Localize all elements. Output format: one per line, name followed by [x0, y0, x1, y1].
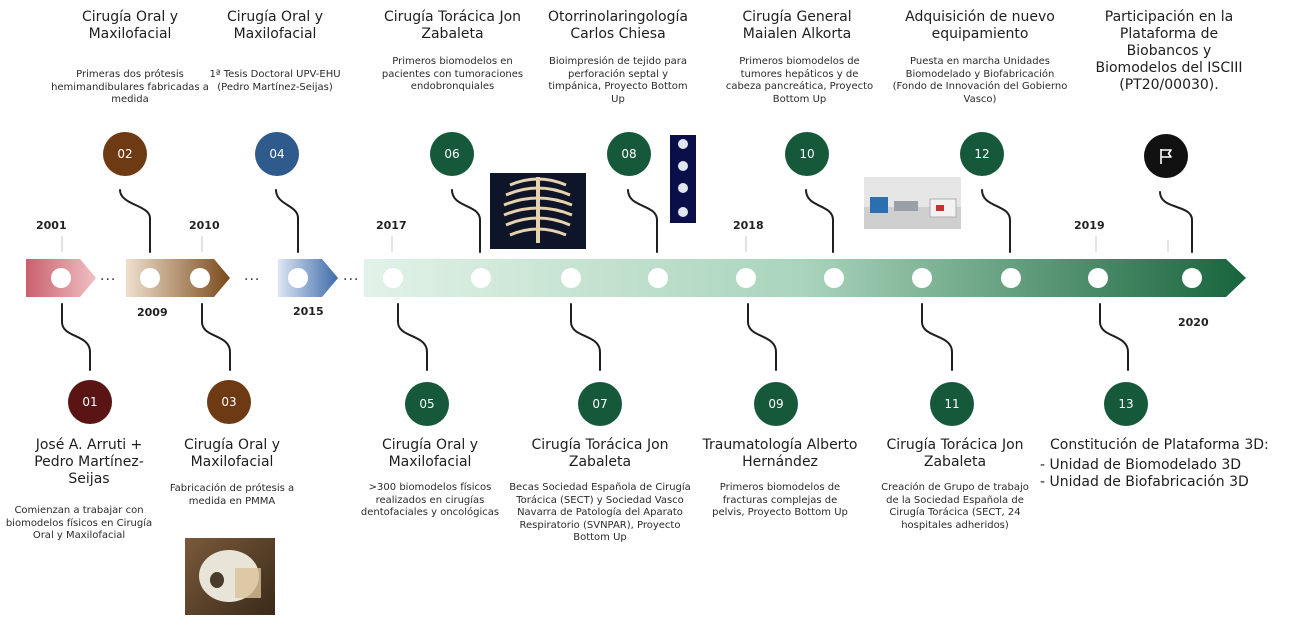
milestone-11-badge: 11	[930, 382, 974, 426]
milestone-13-title: Constitución de Plataforma 3D:	[1050, 437, 1269, 453]
milestone-08-badge: 08	[607, 132, 651, 176]
milestone-03-badge: 03	[207, 380, 251, 424]
milestone-09-badge: 09	[754, 382, 798, 426]
equipment-photo	[864, 177, 961, 229]
year-2017: 2017	[376, 219, 407, 232]
milestone-06-desc: Primeros biomodelos en pacientes con tumoraciones endobronquiales	[381, 56, 524, 92]
milestone-07-desc: Becas Sociedad Española de Cirugía Torácica (SECT) y Sociedad Vasco Navarra de Patología del Aparato Respiratorio (SVNPAR), Proyecto Bottom Up	[509, 482, 691, 543]
milestone-flag-badge	[1144, 134, 1188, 178]
milestone-01-desc: Comienzan a trabajar con biomodelos físicos en Cirugía Oral y Maxilofacial	[5, 505, 153, 541]
milestone-02-desc: Primeras dos prótesis hemimandibulares fabricadas a medida	[51, 69, 209, 105]
milestone-13-line-1: - Unidad de Biomodelado 3D	[1040, 457, 1242, 473]
milestone-05-title: Cirugía Oral y Maxilofacial	[381, 437, 479, 470]
bioprint-photo	[670, 135, 696, 223]
milestone-12-title: Adquisición de nuevo equipamiento	[905, 9, 1055, 42]
milestone-09-title: Traumatología Alberto Hernández	[702, 437, 858, 470]
milestone-01-title: José A. Arruti + Pedro Martínez-Seijas	[34, 437, 144, 487]
milestone-02-title: Cirugía Oral y Maxilofacial	[81, 9, 179, 42]
bioprint-image	[670, 135, 696, 223]
year-2020: 2020	[1178, 316, 1209, 329]
milestone-10-badge: 10	[785, 132, 829, 176]
year-2018: 2018	[733, 219, 764, 232]
milestone-13-line-2: - Unidad de Biofabricación 3D	[1040, 474, 1249, 490]
milestone-10-desc: Primeros biomodelos de tumores hepáticos y de cabeza pancreática, Proyecto Bottom Up	[725, 56, 874, 105]
year-2010: 2010	[189, 219, 220, 232]
milestone-06-badge: 06	[430, 132, 474, 176]
ellipsis-3: ...	[343, 268, 360, 284]
milestone-flag-title: Participación en la Plataforma de Biobancos y Biomodelos del ISCIII (PT20/00030).	[1095, 9, 1243, 93]
milestone-02-badge: 02	[103, 132, 147, 176]
ribcage-image	[490, 173, 586, 249]
milestone-07-badge: 07	[578, 382, 622, 426]
equipment-image	[864, 177, 961, 229]
milestone-04-desc: 1ª Tesis Doctoral UPV-EHU (Pedro Martínez-Seijas)	[209, 69, 341, 93]
milestone-07-title: Cirugía Torácica Jon Zabaleta	[531, 437, 669, 470]
milestone-06-title: Cirugía Torácica Jon Zabaleta	[383, 9, 522, 42]
milestone-11-title: Cirugía Torácica Jon Zabaleta	[886, 437, 1024, 470]
milestone-05-badge: 05	[405, 382, 449, 426]
year-2019: 2019	[1074, 219, 1105, 232]
milestone-08-desc: Bioimpresión de tejido para perforación septal y timpánica, Proyecto Bottom Up	[548, 56, 688, 105]
milestone-04-badge: 04	[255, 132, 299, 176]
ellipsis-1: ...	[100, 268, 117, 284]
skull-photo	[185, 538, 275, 615]
ellipsis-2: ...	[244, 268, 261, 284]
milestone-13-badge: 13	[1104, 382, 1148, 426]
milestone-09-desc: Primeros biomodelos de fracturas complejas de pelvis, Proyecto Bottom Up	[712, 482, 848, 518]
year-2009: 2009	[137, 306, 168, 319]
milestone-01-badge: 01	[68, 380, 112, 424]
milestone-11-desc: Creación de Grupo de trabajo de la Sociedad Española de Cirugía Torácica (SECT, 24 hospitales adheridos)	[881, 482, 1029, 531]
milestone-04-title: Cirugía Oral y Maxilofacial	[226, 9, 324, 42]
year-2015: 2015	[293, 305, 324, 318]
skull-image	[185, 538, 275, 615]
ribcage-photo	[490, 173, 586, 249]
milestone-12-badge: 12	[960, 132, 1004, 176]
milestone-03-desc: Fabricación de prótesis a medida en PMMA	[169, 483, 295, 507]
milestone-03-title: Cirugía Oral y Maxilofacial	[183, 437, 281, 470]
flag-icon	[1156, 146, 1176, 166]
milestone-05-desc: >300 biomodelos físicos realizados en cirugías dentofaciales y oncológicas	[360, 482, 500, 518]
year-2001: 2001	[36, 219, 67, 232]
milestone-08-title: Otorrinolaringología Carlos Chiesa	[548, 9, 688, 42]
milestone-10-title: Cirugía General Maialen Alkorta	[742, 9, 852, 42]
milestone-12-desc: Puesta en marcha Unidades Biomodelado y Biofabricación (Fondo de Innovación del Gobierno Vasco)	[892, 56, 1068, 105]
